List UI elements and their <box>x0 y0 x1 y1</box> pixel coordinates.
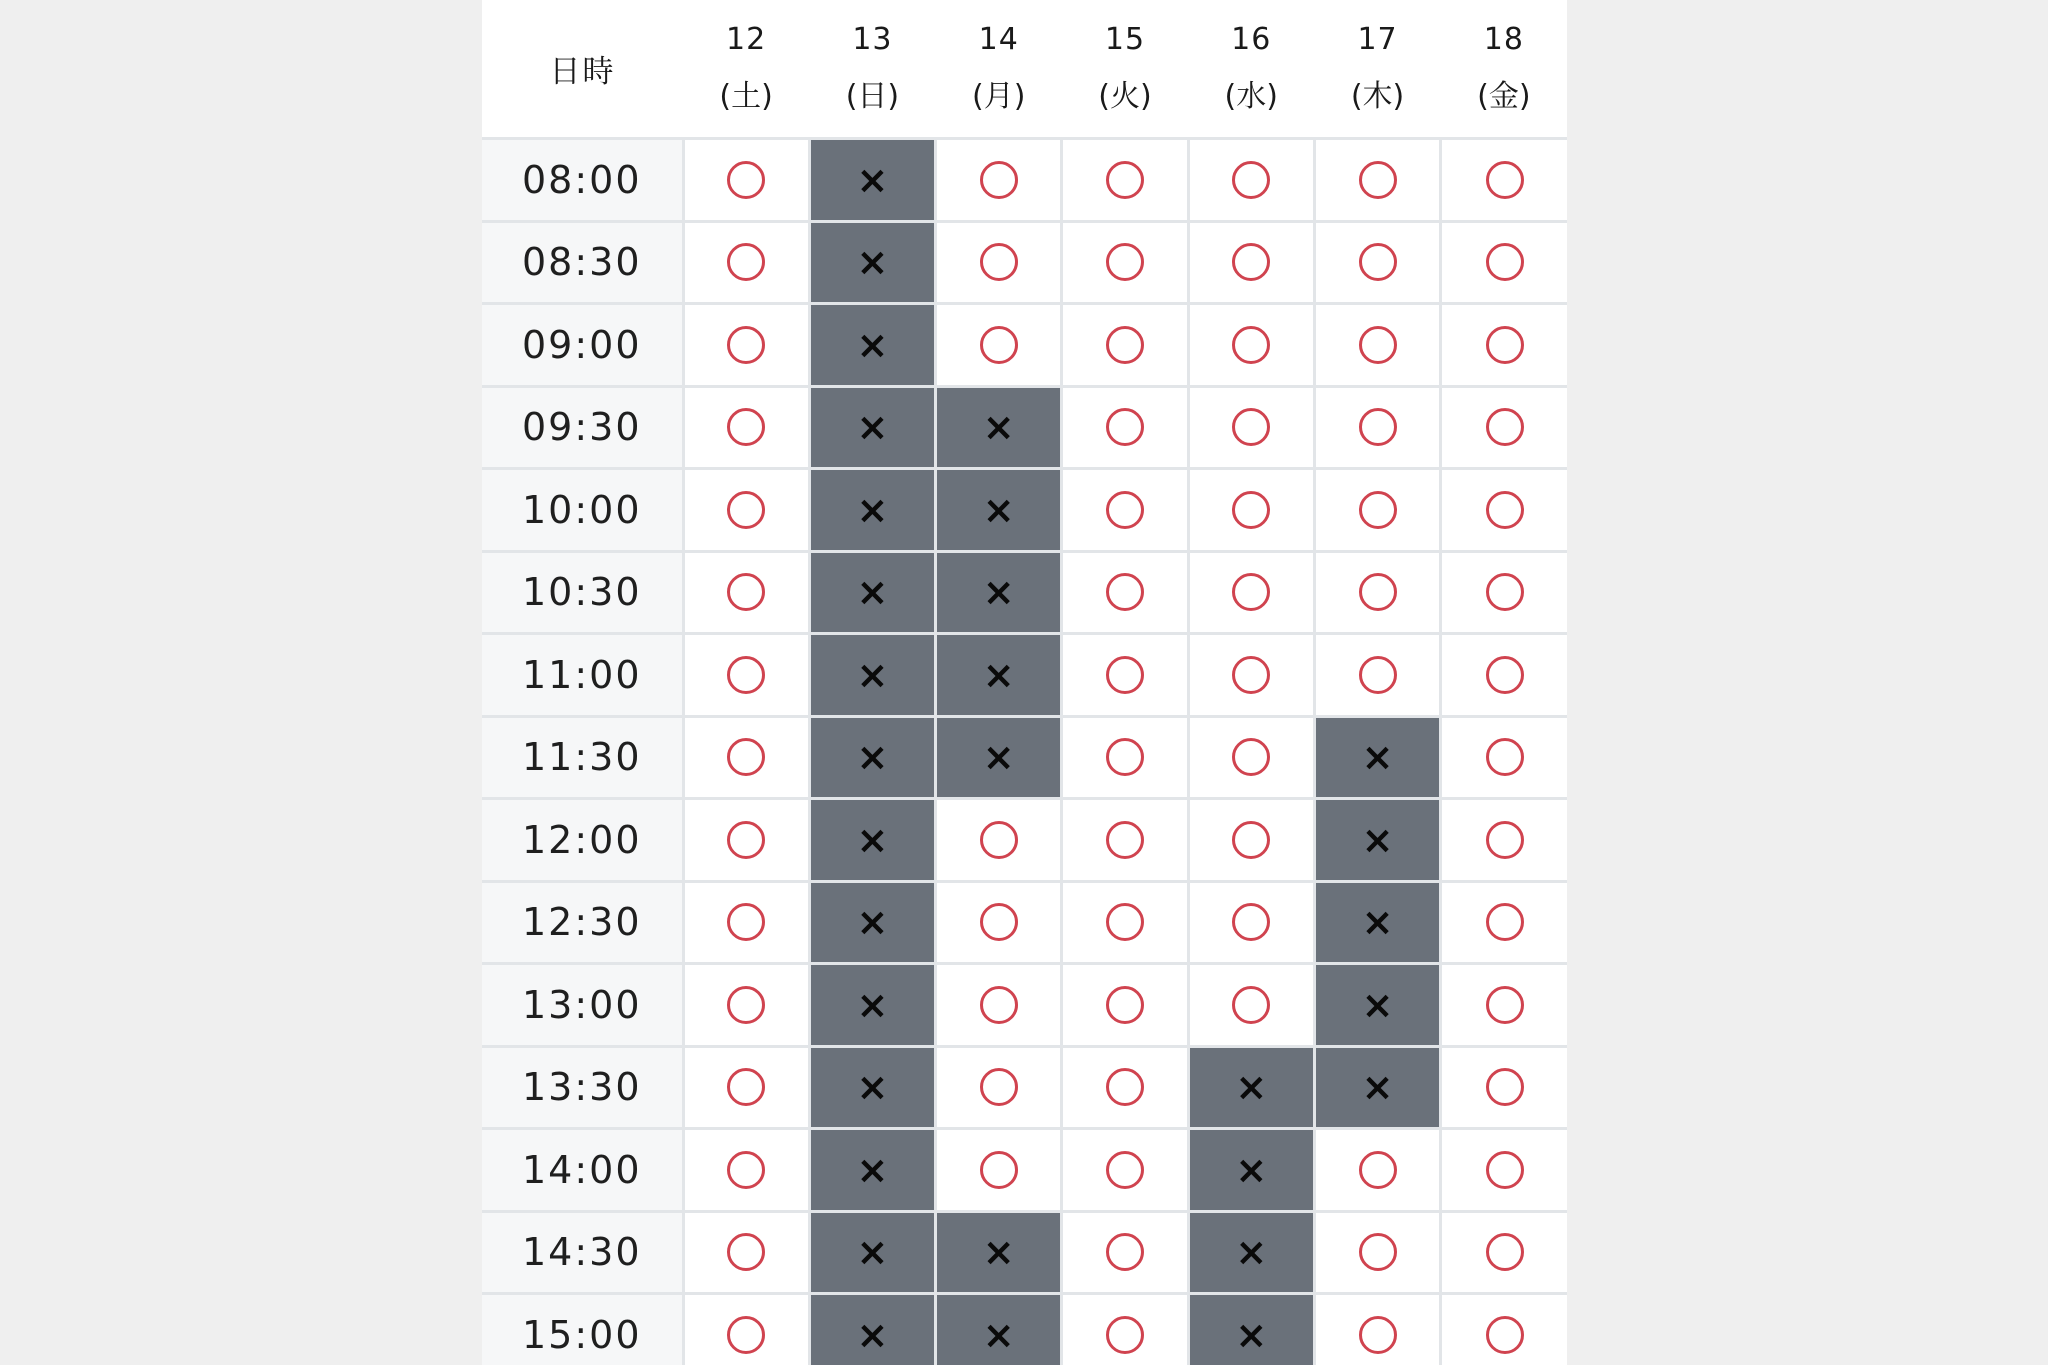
cross-icon: × <box>856 240 889 285</box>
slot-available[interactable] <box>683 1046 809 1129</box>
day-number: 17 <box>1357 22 1398 57</box>
slot-unavailable <box>1314 881 1440 964</box>
circle-icon <box>1359 656 1397 694</box>
cross-icon: × <box>856 1147 889 1192</box>
day-header <box>1314 0 1440 139</box>
circle-icon <box>1486 1233 1524 1271</box>
circle-icon <box>1106 326 1144 364</box>
cross-icon: × <box>856 322 889 367</box>
circle-icon <box>727 243 765 281</box>
circle-icon <box>1486 1068 1524 1106</box>
time-label: 15:00 <box>482 1294 683 1365</box>
cross-icon: × <box>1235 1312 1268 1357</box>
cross-icon: × <box>1235 1230 1268 1275</box>
cross-icon: × <box>1361 817 1394 862</box>
date-time-header <box>482 0 683 139</box>
slot-unavailable <box>809 1294 935 1365</box>
slot-available[interactable] <box>683 1129 809 1212</box>
circle-icon <box>1106 821 1144 859</box>
cross-icon: × <box>1235 1065 1268 1110</box>
time-label: 14:00 <box>482 1129 683 1212</box>
schedule-body <box>482 139 1567 1365</box>
slot-unavailable <box>1188 1129 1314 1212</box>
schedule-panel <box>482 0 1567 1365</box>
cross-icon: × <box>982 652 1015 697</box>
slot-available[interactable] <box>1062 386 1188 469</box>
day-number: 12 <box>726 22 767 57</box>
circle-icon <box>727 573 765 611</box>
slot-available[interactable] <box>1314 1129 1440 1212</box>
time-label: 09:00 <box>482 304 683 387</box>
slot-available[interactable] <box>683 1294 809 1365</box>
circle-icon <box>727 656 765 694</box>
circle-icon <box>1359 243 1397 281</box>
slot-available[interactable] <box>1314 304 1440 387</box>
cross-icon: × <box>1235 1147 1268 1192</box>
circle-icon <box>1359 491 1397 529</box>
circle-icon <box>1106 408 1144 446</box>
slot-available[interactable] <box>1314 634 1440 717</box>
circle-icon <box>1486 656 1524 694</box>
slot-unavailable <box>809 1211 935 1294</box>
slot-available[interactable] <box>1314 1294 1440 1365</box>
circle-icon <box>1106 573 1144 611</box>
slot-available[interactable] <box>1441 1294 1567 1365</box>
slot-available[interactable] <box>1188 634 1314 717</box>
time-slot-row <box>482 1129 1567 1212</box>
circle-icon <box>1359 1233 1397 1271</box>
slot-available[interactable] <box>936 881 1062 964</box>
time-slot-row <box>482 964 1567 1047</box>
circle-icon <box>1106 491 1144 529</box>
time-slot-row <box>482 799 1567 882</box>
cross-icon: × <box>856 1312 889 1357</box>
slot-available[interactable] <box>1188 221 1314 304</box>
cross-icon: × <box>856 735 889 780</box>
slot-available[interactable] <box>683 799 809 882</box>
cross-icon: × <box>856 817 889 862</box>
time-label: 11:00 <box>482 634 683 717</box>
circle-icon <box>1232 738 1270 776</box>
circle-icon <box>1486 161 1524 199</box>
circle-icon <box>1106 1316 1144 1354</box>
circle-icon <box>1232 243 1270 281</box>
slot-available[interactable] <box>1062 1129 1188 1212</box>
slot-available[interactable] <box>1062 634 1188 717</box>
circle-icon <box>1106 656 1144 694</box>
slot-available[interactable] <box>683 964 809 1047</box>
circle-icon <box>1359 573 1397 611</box>
circle-icon <box>727 1151 765 1189</box>
time-slot-row <box>482 716 1567 799</box>
cross-icon: × <box>856 405 889 450</box>
circle-icon <box>1106 738 1144 776</box>
day-header <box>1188 0 1314 139</box>
slot-available[interactable] <box>1062 881 1188 964</box>
cross-icon: × <box>982 405 1015 450</box>
slot-unavailable <box>1314 799 1440 882</box>
circle-icon <box>1486 491 1524 529</box>
circle-icon <box>1359 1151 1397 1189</box>
cross-icon: × <box>982 1230 1015 1275</box>
slot-unavailable <box>809 1046 935 1129</box>
slot-unavailable <box>1188 1046 1314 1129</box>
slot-unavailable <box>936 386 1062 469</box>
cross-icon: × <box>856 652 889 697</box>
slot-available[interactable] <box>1062 964 1188 1047</box>
circle-icon <box>727 408 765 446</box>
circle-icon <box>1486 408 1524 446</box>
circle-icon <box>1232 656 1270 694</box>
slot-available[interactable] <box>1062 221 1188 304</box>
slot-available[interactable] <box>1188 139 1314 222</box>
circle-icon <box>727 1233 765 1271</box>
day-number: 16 <box>1231 22 1272 57</box>
slot-available[interactable] <box>1314 1211 1440 1294</box>
circle-icon <box>1232 161 1270 199</box>
time-slot-row <box>482 139 1567 222</box>
circle-icon <box>1106 1233 1144 1271</box>
circle-icon <box>1486 573 1524 611</box>
circle-icon <box>727 161 765 199</box>
time-label: 13:00 <box>482 964 683 1047</box>
slot-available[interactable] <box>1062 139 1188 222</box>
day-number: 15 <box>1104 22 1146 57</box>
circle-icon <box>1486 738 1524 776</box>
slot-unavailable <box>809 716 935 799</box>
circle-icon <box>727 821 765 859</box>
slot-available[interactable] <box>1188 964 1314 1047</box>
time-slot-row <box>482 881 1567 964</box>
slot-available[interactable] <box>1441 1211 1567 1294</box>
day-header <box>936 0 1062 139</box>
day-weekday: (火) <box>1098 79 1152 114</box>
slot-available[interactable] <box>683 1211 809 1294</box>
day-header <box>809 0 935 139</box>
time-label: 08:00 <box>482 139 683 222</box>
slot-available[interactable] <box>1441 1129 1567 1212</box>
slot-available[interactable] <box>1441 881 1567 964</box>
circle-icon <box>1232 326 1270 364</box>
slot-available[interactable] <box>683 551 809 634</box>
day-header <box>1062 0 1188 139</box>
cross-icon: × <box>982 487 1015 532</box>
circle-icon <box>1106 903 1144 941</box>
day-header <box>1441 0 1567 139</box>
slot-unavailable <box>809 386 935 469</box>
circle-icon <box>1486 1151 1524 1189</box>
time-slot-row <box>482 386 1567 469</box>
circle-icon <box>980 1068 1018 1106</box>
slot-unavailable <box>809 551 935 634</box>
cross-icon: × <box>856 982 889 1027</box>
slot-available[interactable] <box>1441 716 1567 799</box>
circle-icon <box>1359 326 1397 364</box>
circle-icon <box>1486 243 1524 281</box>
circle-icon <box>1232 408 1270 446</box>
time-label: 11:30 <box>482 716 683 799</box>
day-weekday: (水) <box>1224 79 1278 114</box>
day-number: 18 <box>1483 22 1524 57</box>
slot-available[interactable] <box>1062 304 1188 387</box>
slot-available[interactable] <box>683 716 809 799</box>
slot-unavailable <box>1314 716 1440 799</box>
circle-icon <box>727 986 765 1024</box>
slot-unavailable <box>809 221 935 304</box>
circle-icon <box>980 161 1018 199</box>
slot-available[interactable] <box>1441 799 1567 882</box>
slot-available[interactable] <box>683 386 809 469</box>
time-label: 12:30 <box>482 881 683 964</box>
cross-icon: × <box>856 1230 889 1275</box>
slot-available[interactable] <box>683 221 809 304</box>
cross-icon: × <box>856 157 889 202</box>
slot-available[interactable] <box>1314 386 1440 469</box>
slot-unavailable <box>936 716 1062 799</box>
slot-available[interactable] <box>1062 799 1188 882</box>
circle-icon <box>1232 573 1270 611</box>
slot-available[interactable] <box>1188 881 1314 964</box>
circle-icon <box>727 491 765 529</box>
slot-unavailable <box>1314 964 1440 1047</box>
slot-available[interactable] <box>1314 469 1440 552</box>
circle-icon <box>1232 821 1270 859</box>
cross-icon: × <box>856 1065 889 1110</box>
day-number: 14 <box>978 22 1019 57</box>
cross-icon: × <box>1361 1065 1394 1110</box>
circle-icon <box>1359 408 1397 446</box>
cross-icon: × <box>1361 982 1394 1027</box>
slot-available[interactable] <box>1062 1046 1188 1129</box>
circle-icon <box>727 903 765 941</box>
slot-available[interactable] <box>936 964 1062 1047</box>
slot-available[interactable] <box>1062 551 1188 634</box>
slot-available[interactable] <box>1441 304 1567 387</box>
circle-icon <box>1359 1316 1397 1354</box>
cross-icon: × <box>982 570 1015 615</box>
circle-icon <box>980 986 1018 1024</box>
time-label: 13:30 <box>482 1046 683 1129</box>
slot-available[interactable] <box>683 139 809 222</box>
slot-available[interactable] <box>683 469 809 552</box>
slot-available[interactable] <box>1188 304 1314 387</box>
slot-unavailable <box>809 634 935 717</box>
slot-available[interactable] <box>1188 716 1314 799</box>
slot-available[interactable] <box>936 139 1062 222</box>
time-slot-row <box>482 469 1567 552</box>
day-weekday: (月) <box>971 79 1026 114</box>
circle-icon <box>1106 161 1144 199</box>
slot-unavailable <box>936 469 1062 552</box>
slot-available[interactable] <box>683 304 809 387</box>
time-slot-row <box>482 304 1567 387</box>
cross-icon: × <box>1361 735 1394 780</box>
slot-unavailable <box>809 881 935 964</box>
time-label: 10:00 <box>482 469 683 552</box>
circle-icon <box>1486 903 1524 941</box>
circle-icon <box>1486 986 1524 1024</box>
date-time-header-label: 日時 <box>549 54 616 90</box>
time-slot-row <box>482 551 1567 634</box>
slot-available[interactable] <box>936 799 1062 882</box>
circle-icon <box>1106 243 1144 281</box>
circle-icon <box>1106 986 1144 1024</box>
circle-icon <box>727 1068 765 1106</box>
circle-icon <box>727 326 765 364</box>
circle-icon <box>980 243 1018 281</box>
slot-available[interactable] <box>936 221 1062 304</box>
cross-icon: × <box>856 487 889 532</box>
slot-unavailable <box>809 139 935 222</box>
slot-unavailable <box>936 634 1062 717</box>
circle-icon <box>980 821 1018 859</box>
slot-available[interactable] <box>1441 1046 1567 1129</box>
circle-icon <box>1359 161 1397 199</box>
slot-available[interactable] <box>1188 799 1314 882</box>
circle-icon <box>1106 1068 1144 1106</box>
availability-table <box>482 0 1567 1365</box>
circle-icon <box>980 903 1018 941</box>
cross-icon: × <box>856 900 889 945</box>
circle-icon <box>980 326 1018 364</box>
time-label: 09:30 <box>482 386 683 469</box>
cross-icon: × <box>1361 900 1394 945</box>
cross-icon: × <box>856 570 889 615</box>
slot-unavailable <box>936 551 1062 634</box>
cross-icon: × <box>982 735 1015 780</box>
slot-unavailable <box>936 1294 1062 1365</box>
circle-icon <box>1486 326 1524 364</box>
day-number: 13 <box>852 22 893 57</box>
day-weekday: (土) <box>719 79 773 114</box>
slot-available[interactable] <box>1314 139 1440 222</box>
circle-icon <box>1232 903 1270 941</box>
time-slot-row <box>482 1211 1567 1294</box>
slot-available[interactable] <box>1441 139 1567 222</box>
slot-available[interactable] <box>683 881 809 964</box>
day-header <box>683 0 809 139</box>
slot-unavailable <box>809 1129 935 1212</box>
slot-unavailable <box>809 304 935 387</box>
slot-available[interactable] <box>1062 1211 1188 1294</box>
slot-available[interactable] <box>1062 1294 1188 1365</box>
slot-available[interactable] <box>936 1129 1062 1212</box>
slot-available[interactable] <box>1441 469 1567 552</box>
day-weekday: (木) <box>1350 79 1405 114</box>
slot-available[interactable] <box>1188 386 1314 469</box>
slot-available[interactable] <box>683 634 809 717</box>
circle-icon <box>727 738 765 776</box>
circle-icon <box>1232 986 1270 1024</box>
slot-unavailable <box>809 799 935 882</box>
circle-icon <box>727 1316 765 1354</box>
slot-available[interactable] <box>1441 964 1567 1047</box>
slot-unavailable <box>1314 1046 1440 1129</box>
slot-available[interactable] <box>1062 716 1188 799</box>
slot-available[interactable] <box>936 1046 1062 1129</box>
slot-unavailable <box>936 1211 1062 1294</box>
slot-unavailable <box>809 469 935 552</box>
circle-icon <box>1486 821 1524 859</box>
slot-available[interactable] <box>1441 221 1567 304</box>
slot-available[interactable] <box>1188 551 1314 634</box>
circle-icon <box>1232 491 1270 529</box>
table-header-row <box>482 0 1567 139</box>
slot-unavailable <box>1188 1211 1314 1294</box>
time-label: 12:00 <box>482 799 683 882</box>
slot-unavailable <box>809 964 935 1047</box>
slot-available[interactable] <box>1188 469 1314 552</box>
circle-icon <box>980 1151 1018 1189</box>
slot-available[interactable] <box>1314 551 1440 634</box>
time-slot-row <box>482 221 1567 304</box>
slot-available[interactable] <box>936 304 1062 387</box>
slot-available[interactable] <box>1441 634 1567 717</box>
time-slot-row <box>482 1046 1567 1129</box>
slot-available[interactable] <box>1062 469 1188 552</box>
time-slot-row <box>482 1294 1567 1365</box>
circle-icon <box>1486 1316 1524 1354</box>
slot-available[interactable] <box>1441 386 1567 469</box>
day-weekday: (日) <box>845 79 900 114</box>
time-label: 10:30 <box>482 551 683 634</box>
circle-icon <box>1106 1151 1144 1189</box>
time-label: 08:30 <box>482 221 683 304</box>
slot-unavailable <box>1188 1294 1314 1365</box>
cross-icon: × <box>982 1312 1015 1357</box>
day-weekday: (金) <box>1477 79 1531 114</box>
time-label: 14:30 <box>482 1211 683 1294</box>
slot-available[interactable] <box>1441 551 1567 634</box>
time-slot-row <box>482 634 1567 717</box>
slot-available[interactable] <box>1314 221 1440 304</box>
